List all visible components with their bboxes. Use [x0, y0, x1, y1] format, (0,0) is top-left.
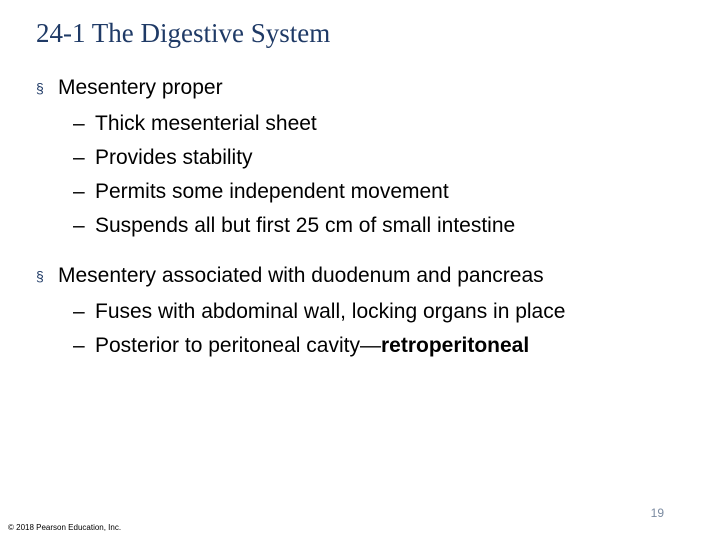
sub-bullet-list [36, 107, 696, 243]
slide-title: 24-1 The Digestive System [36, 18, 331, 48]
page-number: 19 [650, 506, 664, 520]
sub-bullet-item [36, 209, 696, 243]
bullet-group-mesentery-proper [36, 72, 696, 243]
sub-bullet-list [36, 295, 696, 363]
bullet-heading-text: Mesentery associated with duodenum and pancreas [58, 264, 544, 287]
dash-icon: – [73, 146, 85, 169]
dash-icon: – [73, 112, 85, 135]
bullet-heading [36, 72, 696, 104]
sub-bullet-text: Provides stability [95, 146, 253, 169]
sub-bullet-text: Fuses with abdominal wall, locking organs in place [95, 300, 566, 323]
bullet-marker-icon: § [36, 80, 44, 96]
copyright-notice: © 2018 Pearson Education, Inc. [8, 523, 122, 532]
sub-bullet-item [36, 175, 696, 209]
bullet-group-mesentery-duodenum [36, 260, 696, 363]
bullet-marker-icon: § [36, 268, 44, 284]
sub-bullet-bold-term: retroperitoneal [380, 334, 530, 357]
sub-bullet-text: Suspends all but first 25 cm of small intestine [95, 214, 516, 237]
sub-bullet-item [36, 107, 696, 141]
sub-bullet-text: Permits some independent movement [95, 180, 449, 203]
bullet-heading [36, 260, 696, 292]
dash-icon: – [73, 180, 85, 203]
sub-bullet-item [36, 329, 696, 363]
sub-bullet-text: Thick mesenterial sheet [95, 112, 317, 135]
dash-icon: – [73, 300, 85, 323]
sub-bullet-item [36, 295, 696, 329]
slide-content [36, 72, 696, 363]
sub-bullet-item [36, 141, 696, 175]
dash-icon: – [73, 334, 85, 357]
dash-icon: – [73, 214, 85, 237]
bullet-heading-text: Mesentery proper [58, 76, 223, 99]
sub-bullet-text-prefix: Posterior to peritoneal cavity— [95, 334, 381, 357]
